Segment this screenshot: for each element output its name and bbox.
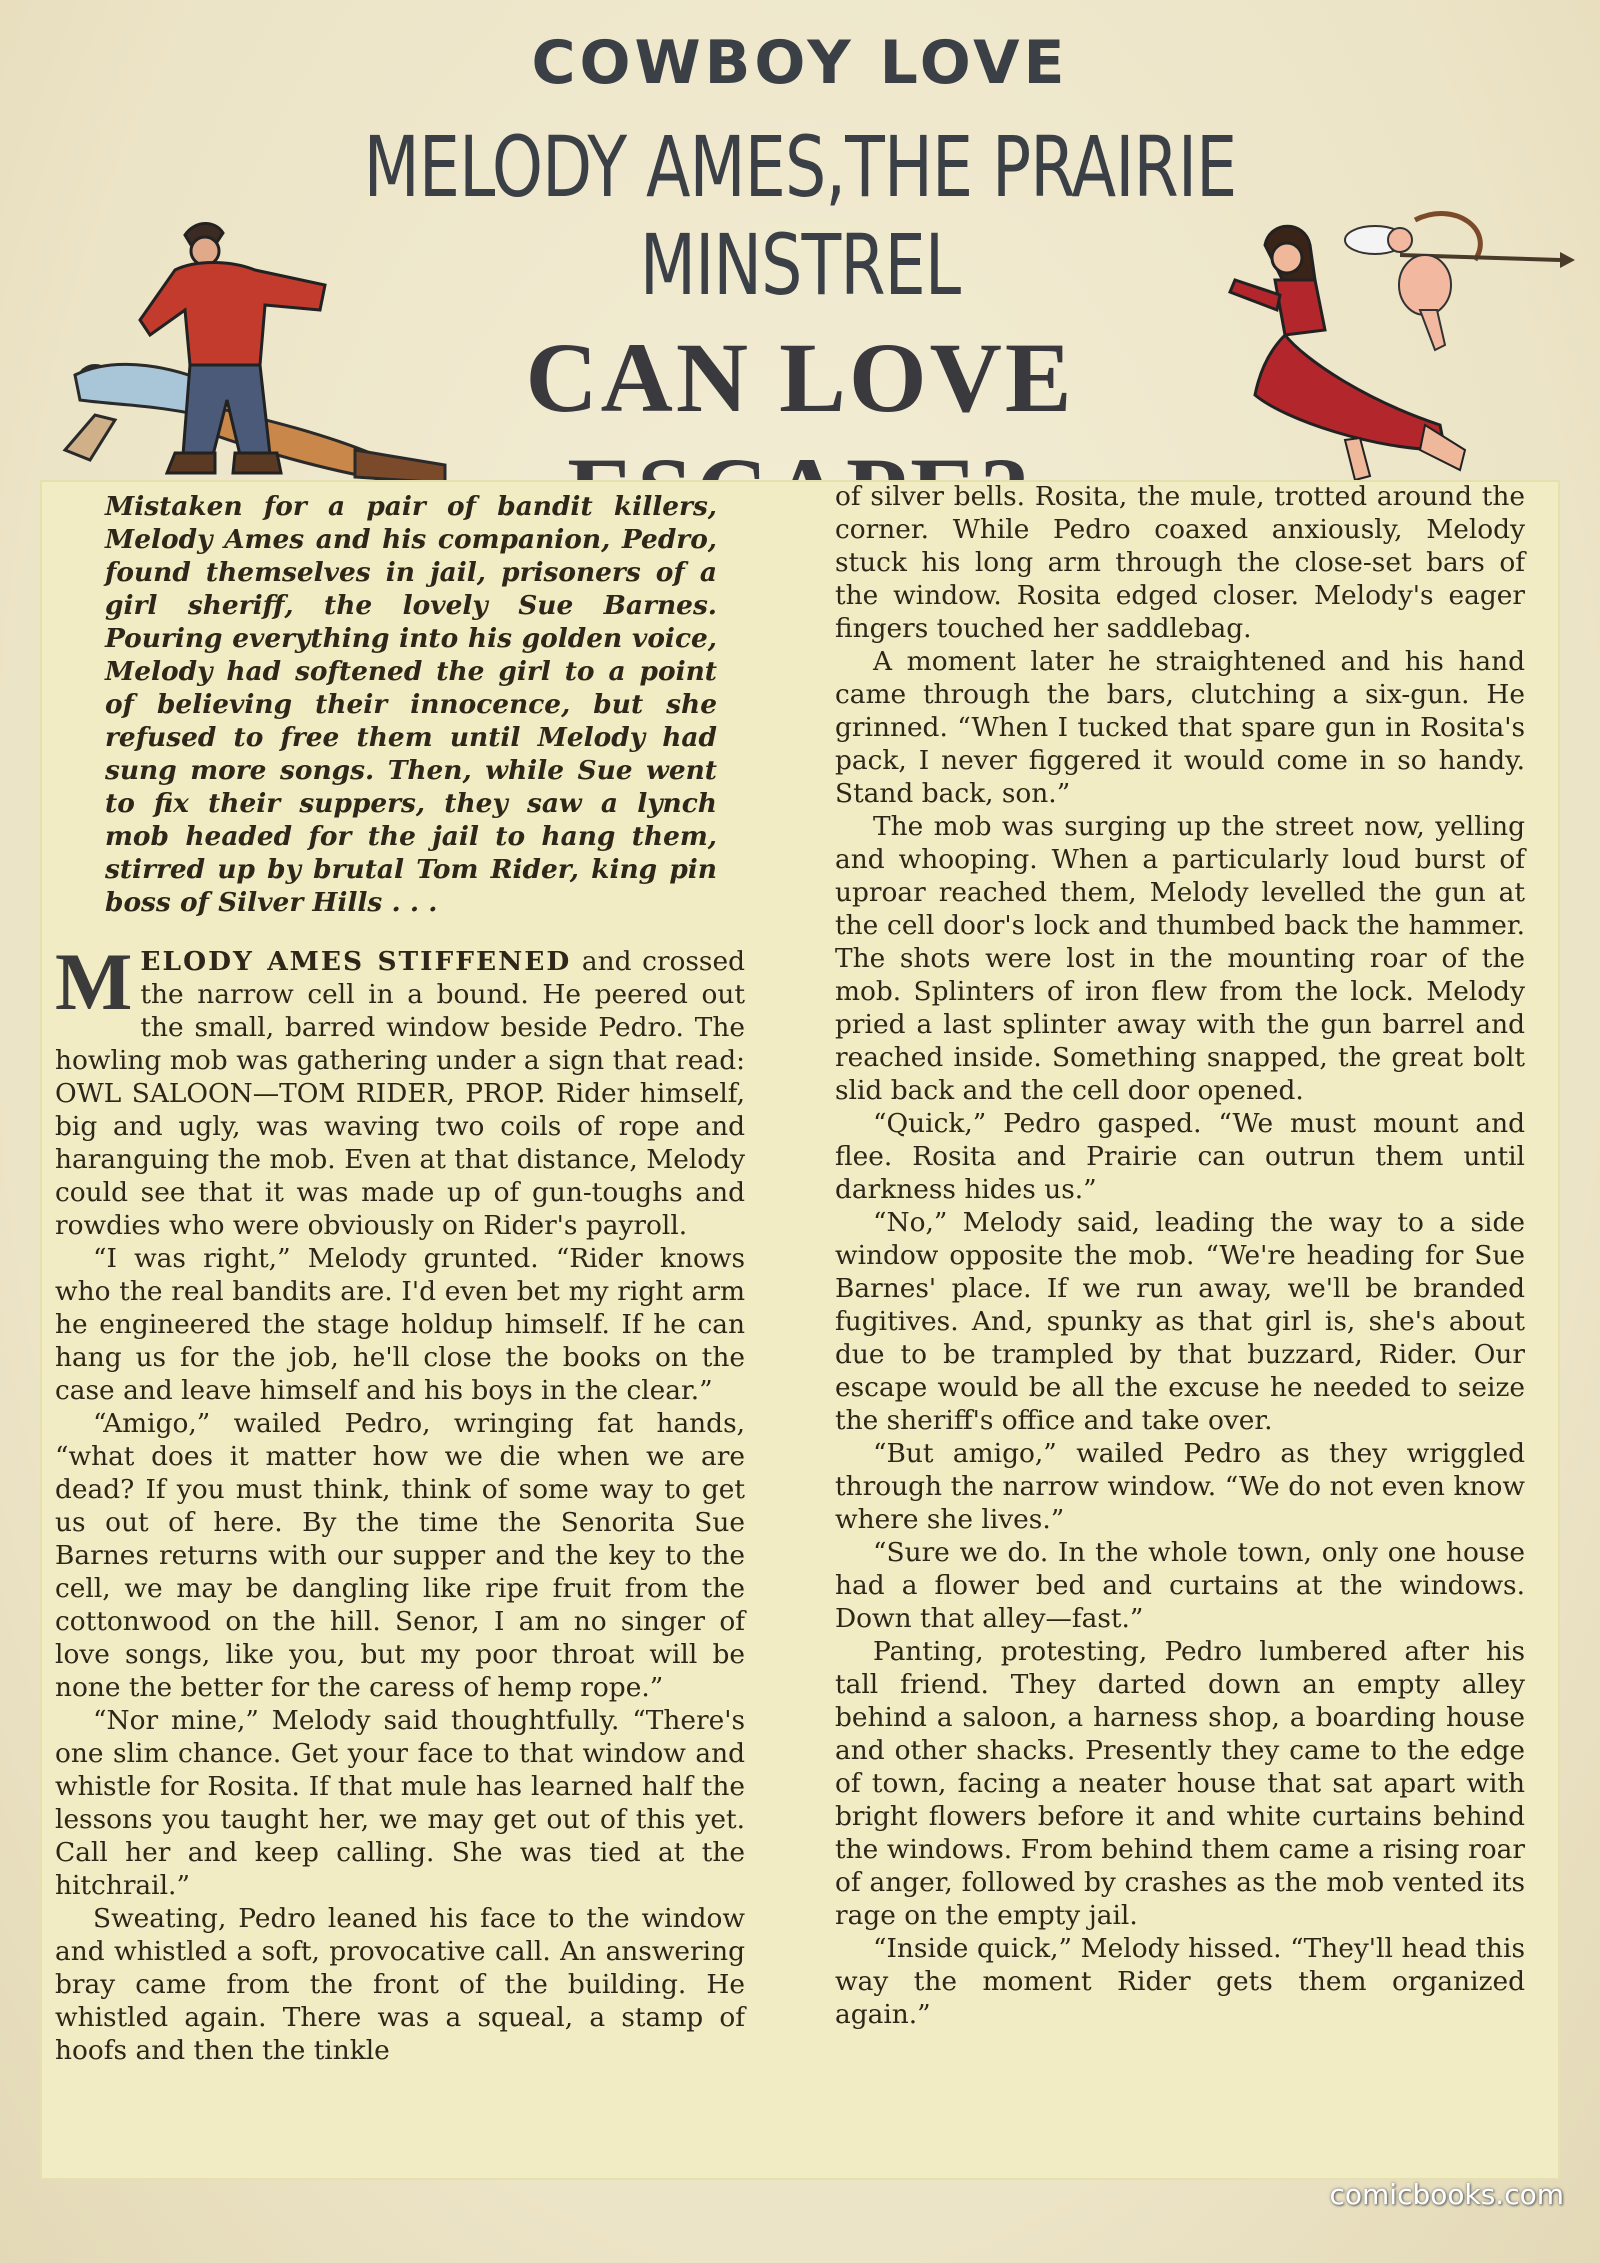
story-paragraph: “I was right,” Melody grunted. “Rider knows who the real bandits are. I'd even bet my right arm he engineered the stage holdup himself. If he can hang us for the job, he'll close the books on the case and leave himself and his boys in the clear.” [55, 1243, 745, 1406]
story-text-panel [40, 480, 1560, 2180]
lead-caps: ELODY AMES STIFFENED [140, 946, 572, 977]
story-paragraph: “No,” Melody said, leading the way to a side window opposite the mob. “We're heading for Sue Barnes' place. If we run away, we'll be branded fugitives. And, spunky as that girl is, she's about due to be trampled by that buzzard, Rider. Our escape would be all the excuse he needed to seize the sheriff's office and take over. [835, 1207, 1525, 1436]
magazine-title: COWBOY LOVE [531, 28, 1069, 98]
story-title: MELODY AMES,THE PRAIRIE MINSTREL [363, 118, 1237, 314]
story-subhead: CAN LOVE [525, 322, 1075, 433]
dancing-woman-and-cupid-illustration [1225, 200, 1575, 490]
opening-paragraph [55, 936, 745, 1242]
story-paragraph: A moment later he straightened and his hand came through the bars, clutching a six-gun. He grinned. “When I tucked that spare gun in Rosita's pack, I never figgered it would come in so handy. Stand back, son.” [835, 646, 1525, 809]
story-paragraph: of silver bells. Rosita, the mule, trotted around the corner. While Pedro coaxed anxiously, Melody stuck his long arm through the close-set bars of the window. Rosita edged closer. Melody's eager fingers touched her saddlebag. [835, 481, 1525, 644]
site-watermark: comicbooks.com [1329, 2178, 1564, 2211]
story-paragraph: “Sure we do. In the whole town, only one house had a flower bed and curtains at the windows. Down that alley—fast.” [835, 1537, 1525, 1634]
story-paragraph: Panting, protesting, Pedro lumbered after his tall friend. They darted down an empty alley behind a saloon, a harness shop, a boarding house and other shacks. Presently they came to the edge of town, facing a neater house that sat apart with bright flowers before it and white curtains behind the windows. From behind them came a rising roar of anger, followed by crashes as the mob vented its rage on the empty jail. [835, 1636, 1525, 1931]
story-paragraph: Sweating, Pedro leaned his face to the window and whistled a soft, provocative call. An answering bray came from the front of the building. He whistled again. There was a squeal, a stamp of hoofs and then the tinkle [55, 1903, 745, 2066]
cupid-figure [1345, 214, 1575, 350]
story-paragraph: “Nor mine,” Melody said thoughtfully. “There's one slim chance. Get your face to that window and whistle for Rosita. If that mule has learned half the lessons you taught her, we may get out of this yet. Call her and keep calling. She was tied at the hitchrail.” [55, 1705, 745, 1901]
drop-cap: M [55, 936, 133, 1027]
story-paragraph: The mob was surging up the street now, yelling and whooping. When a particularly loud burst of uproar reached them, Melody levelled the gun at the cell door's lock and thumbed back the hammer. The shots were lost in the mounting roar of the mob. Splinters of iron flew from the lock. Melody pried a last splinter away with the gun barrel and reached inside. Something snapped, the great bolt slid back and the cell door opened. [835, 811, 1525, 1106]
text-column-right [835, 480, 1525, 2031]
story-intro: Mistaken for a pair of bandit killers, Melody Ames and his companion, Pedro, found themselves in jail, prisoners of a girl sheriff, the lovely Sue Barnes. Pouring everything into his golden voice, Melody had softened the girl to a point of believing their innocence, but she refused to free them until Melody had sung more songs. Then, while Sue went to fix their suppers, they saw a lynch mob headed for the jail to hang them, stirred up by brutal Tom Rider, king pin boss of Silver Hills . . . [105, 491, 717, 918]
story-paragraph: “But amigo,” wailed Pedro as they wriggled through the narrow window. “We do not even know where she lives.” [835, 1438, 1525, 1535]
opening-paragraph-text: and crossed the narrow cell in a bound. He peered out the small, barred window beside Pedro. The howling mob was gathering under a sign that read: OWL SALOON—TOM RIDER, PROP. Rider himself, big and ugly, was waving two coils of rope and haranguing the mob. Even at that distance, Melody could see that it was made up of gun-toughs and rowdies who were obviously on Rider's payroll. [55, 946, 745, 1241]
story-paragraph: “Inside quick,” Melody hissed. “They'll head this way the moment Rider gets them organized again.” [835, 1933, 1525, 2030]
story-paragraph: “Amigo,” wailed Pedro, wringing fat hands, “what does it matter how we die when we are dead? If you must think, think of some way to get us out of here. By the time the Senorita Sue Barnes returns with our supper and the key to the cell, we may be dangling like ripe fruit from the cottonwood on the hill. Senor, I am no singer of love songs, like you, but my poor throat will be none the better for the caress of hemp rope.” [55, 1408, 745, 1703]
text-column-left [55, 480, 745, 2067]
story-paragraph: “Quick,” Pedro gasped. “We must mount and flee. Rosita and Prairie can outrun them until darkness hides us.” [835, 1108, 1525, 1205]
